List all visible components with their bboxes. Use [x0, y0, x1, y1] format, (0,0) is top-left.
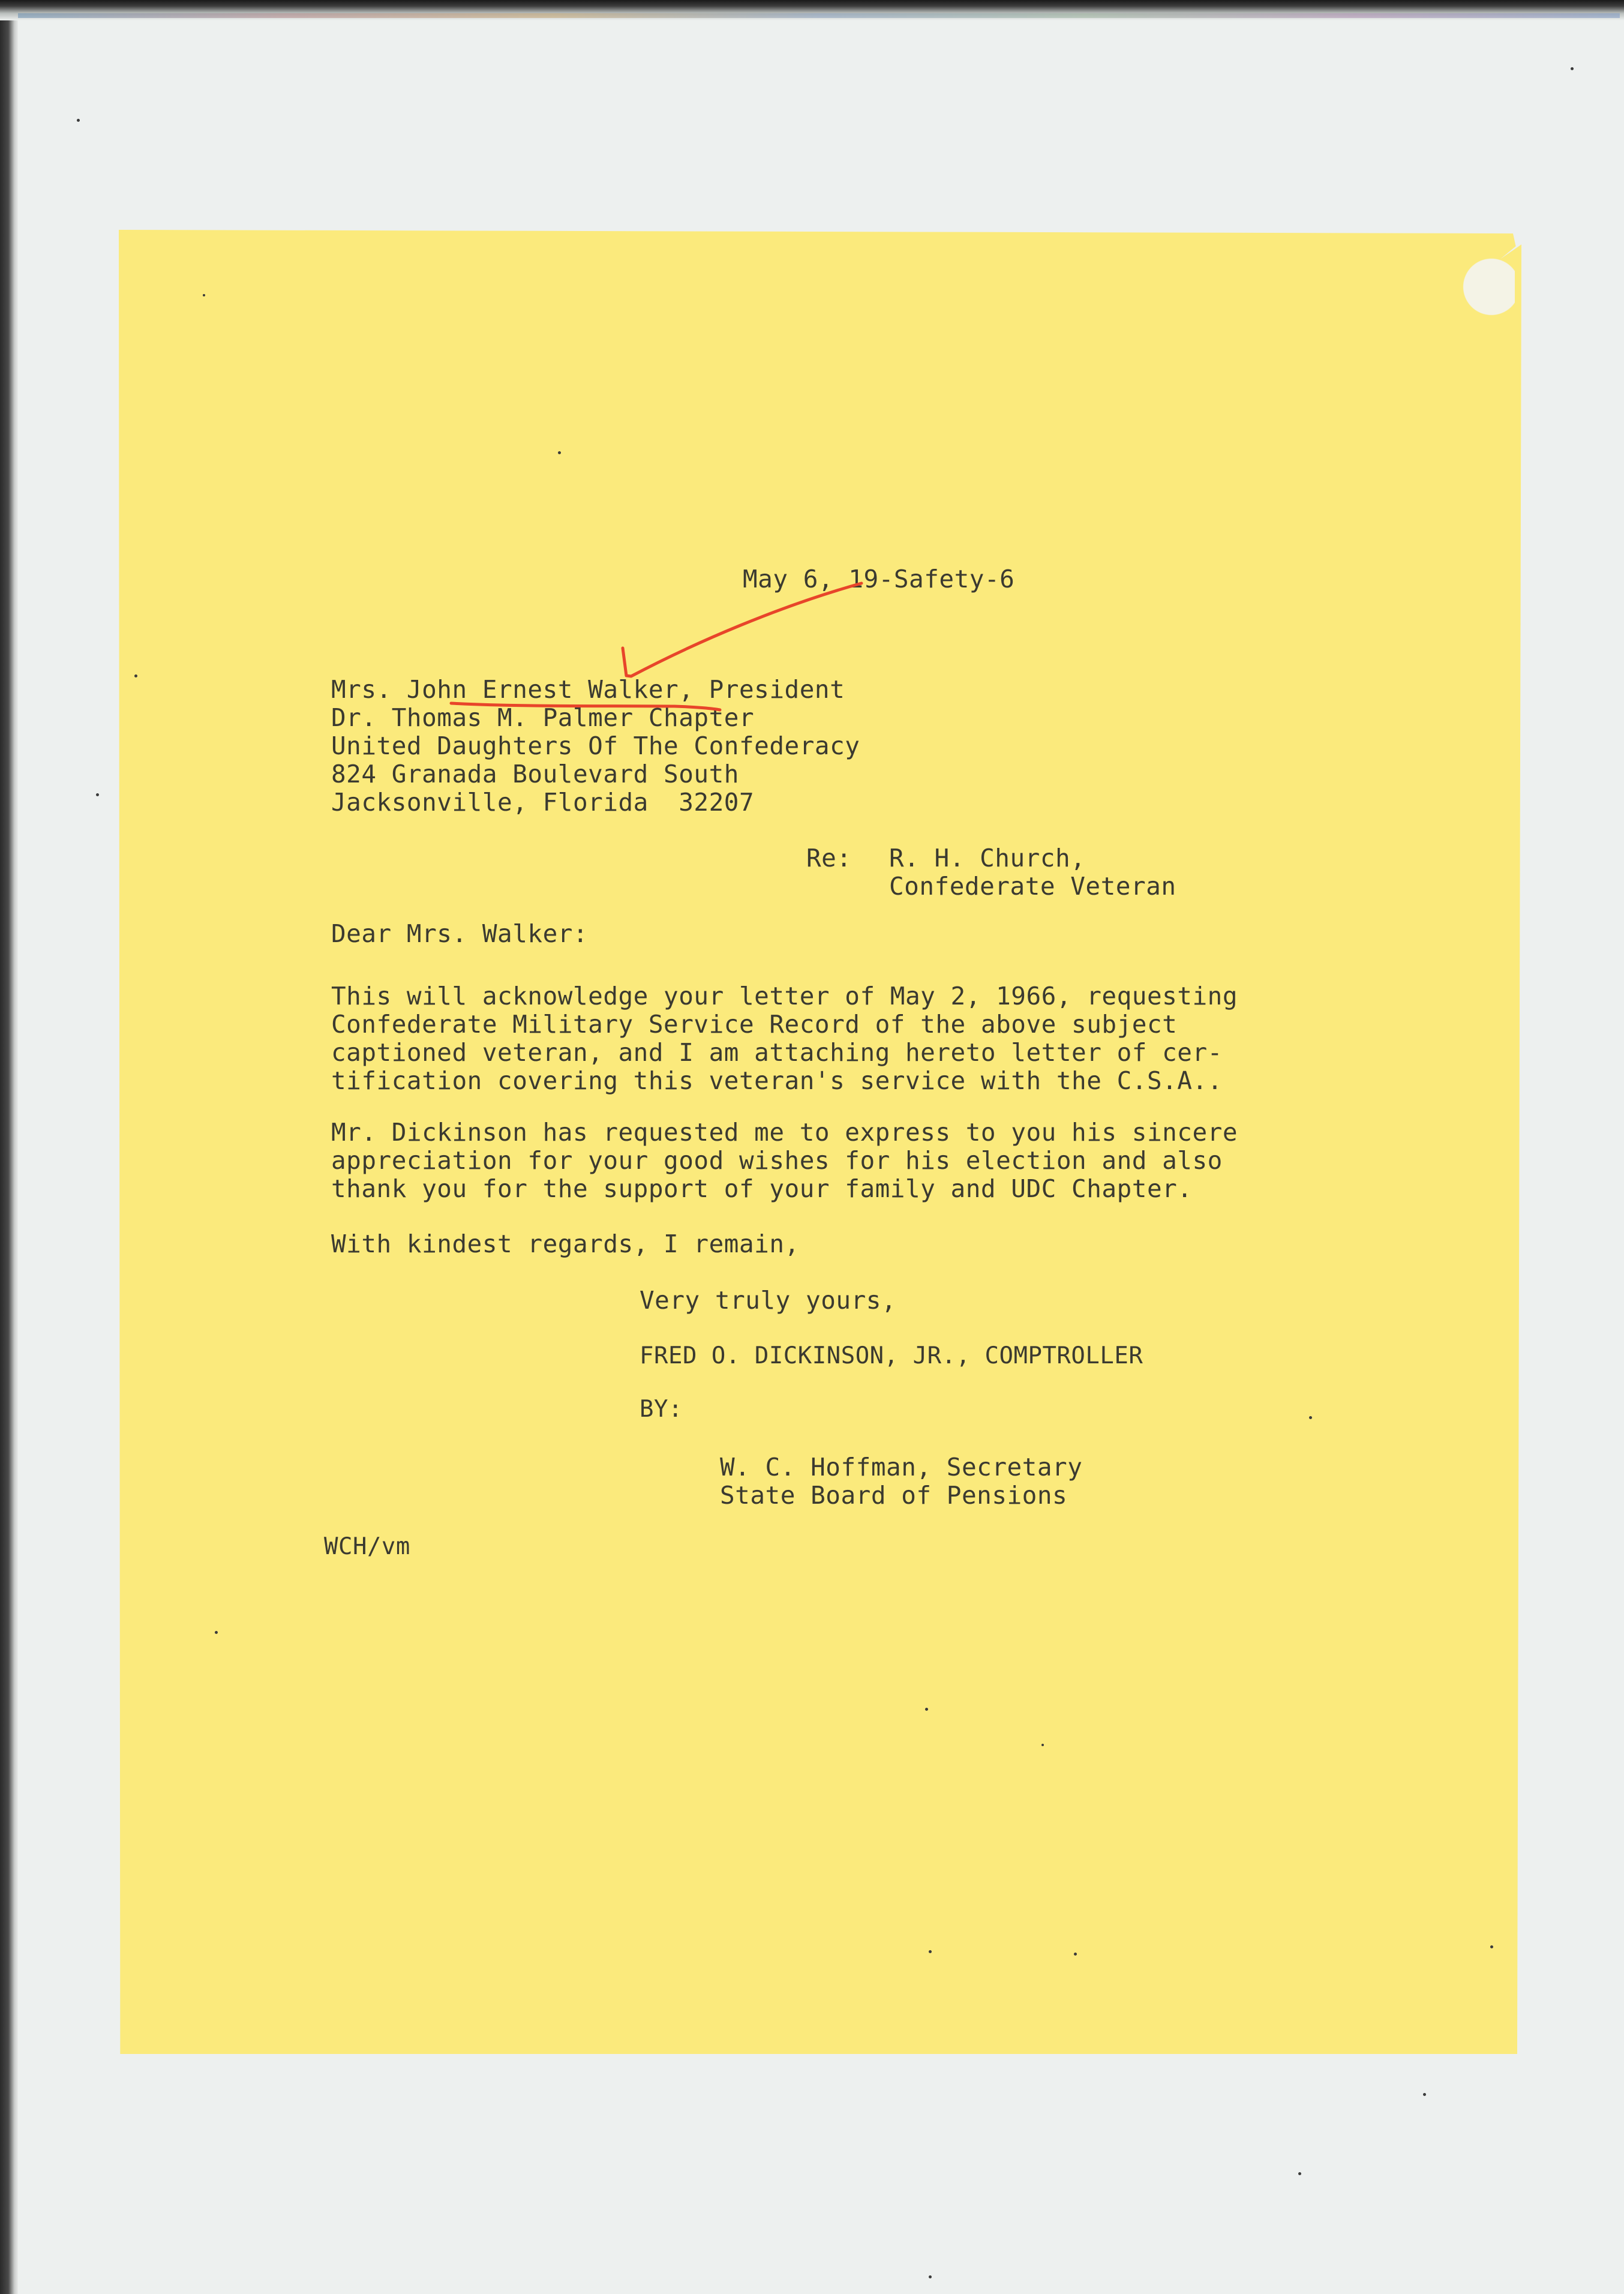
- closing: Very truly yours,: [640, 1286, 897, 1315]
- dust-speck: [77, 119, 80, 122]
- dust-speck: [929, 1950, 932, 1953]
- dust-speck: [215, 1631, 218, 1634]
- paragraph-2-line-3: thank you for the support of your family and UDC Chapter.: [331, 1174, 1193, 1203]
- paragraph-1-line-4: tification covering this veteran's service with the C.S.A..: [331, 1066, 1223, 1095]
- recipient-street: 824 Granada Boulevard South: [331, 760, 739, 788]
- recipient-organization: United Daughters Of The Confederacy: [331, 731, 860, 760]
- paragraph-1-line-1: This will acknowledge your letter of May 2, 1966, requesting: [331, 982, 1238, 1010]
- re-subject-title: Confederate Veteran: [889, 872, 1176, 901]
- dust-speck: [1074, 1953, 1077, 1956]
- paragraph-2-line-2: appreciation for your good wishes for his election and also: [331, 1146, 1223, 1175]
- recipient-city: Jacksonville, Florida 32207: [331, 788, 755, 817]
- letter-date: May 6, 19-Safety-6: [743, 565, 1015, 593]
- recipient-name: Mrs. John Ernest Walker, President: [331, 675, 845, 704]
- dust-speck: [925, 1708, 928, 1711]
- re-label: Re:: [806, 844, 852, 872]
- scanner-left-edge: [0, 0, 18, 2294]
- dust-speck: [134, 674, 137, 677]
- dust-speck: [1490, 1945, 1493, 1948]
- scanner-color-fringe: [18, 13, 1620, 18]
- re-subject-name: R. H. Church,: [889, 844, 1086, 872]
- dust-speck: [1423, 2093, 1426, 2096]
- recipient-chapter: Dr. Thomas M. Palmer Chapter: [331, 703, 755, 732]
- dust-speck: [929, 2275, 932, 2278]
- signer-office: State Board of Pensions: [720, 1481, 1068, 1510]
- regards-line: With kindest regards, I remain,: [331, 1230, 800, 1258]
- dust-speck: [1571, 67, 1574, 70]
- dust-speck: [1298, 2172, 1301, 2175]
- signer-name: W. C. Hoffman, Secretary: [720, 1453, 1083, 1482]
- comptroller-line: FRED O. DICKINSON, JR., COMPTROLLER: [640, 1342, 1143, 1369]
- paragraph-1-line-3: captioned veteran, and I am attaching hereto letter of cer-: [331, 1038, 1223, 1067]
- dust-speck: [558, 451, 561, 454]
- dust-speck: [96, 793, 99, 796]
- torn-corner: [1437, 258, 1515, 330]
- dust-speck: [203, 294, 205, 296]
- typist-initials: WCH/vm: [324, 1533, 410, 1560]
- dust-speck: [1309, 1416, 1312, 1419]
- dust-speck: [1041, 1744, 1044, 1746]
- by-line: BY:: [640, 1396, 683, 1423]
- salutation: Dear Mrs. Walker:: [331, 919, 589, 948]
- paragraph-1-line-2: Confederate Military Service Record of the above subject: [331, 1010, 1178, 1039]
- paragraph-2-line-1: Mr. Dickinson has requested me to express to you his sincere: [331, 1118, 1238, 1147]
